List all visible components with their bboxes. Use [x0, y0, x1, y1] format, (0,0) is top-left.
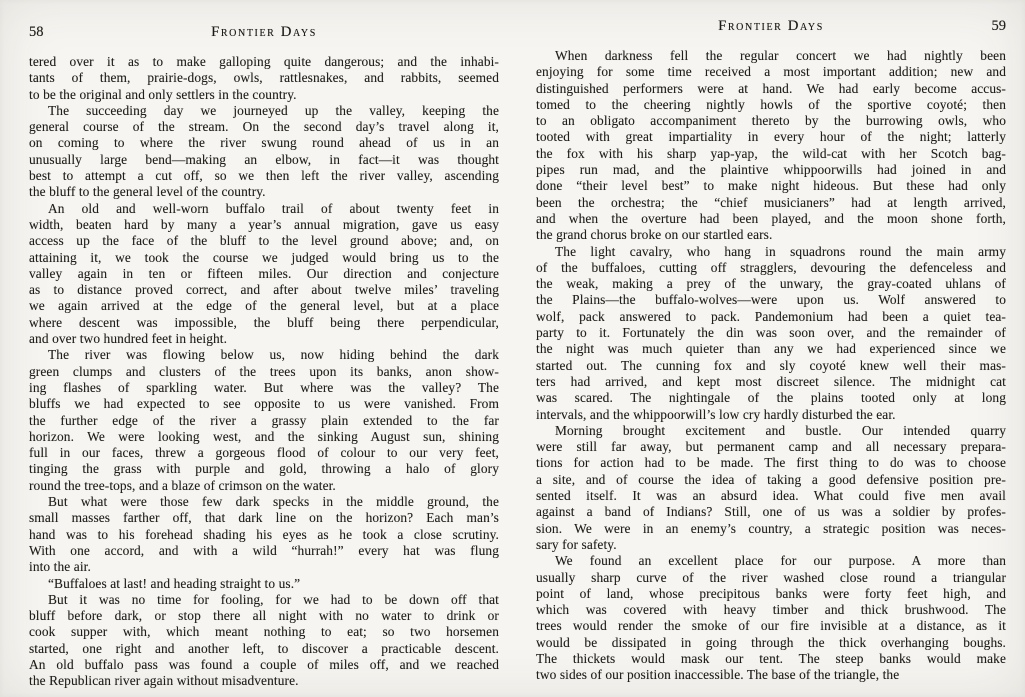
text-line: pipes run mad, and the plaintive whippoorwills had joined in and	[536, 162, 1006, 178]
text-line: round the tree-tops, and a blaze of crimson on the water.	[29, 477, 336, 493]
text-line: as to distance proved correct, and after about twelve miles’ traveling	[29, 282, 499, 298]
text-line: attaining it, we took the course we judged would bring us to the	[29, 249, 499, 265]
text-line: to an obligato accompaniment thereto by the burrowing owls, who	[536, 113, 1006, 129]
paragraph	[29, 592, 499, 690]
text-line: the grand chorus broke on our startled ears.	[536, 227, 773, 243]
text-line: The succeeding day we journeyed up the valley, keeping the	[48, 102, 499, 118]
text-line: and over two hundred feet in height.	[29, 331, 228, 347]
text-line: full in our faces, threw a gorgeous flood of colour to our very feet,	[29, 445, 499, 461]
text-line: tomed to the cheering nightly howls of the sportive coyoté; then	[536, 96, 1006, 112]
text-line: access up the face of the bluff to the level ground above; and, on	[29, 233, 499, 249]
text-line: tants of them, prairie-dogs, owls, rattlesnakes, and rabbits, seemed	[29, 70, 499, 86]
paragraph	[29, 54, 499, 103]
text-line: “Buffaloes at last! and heading straight to us.”	[48, 575, 301, 591]
text-line: bluff before dark, or stop there all night with no water to drink or	[29, 608, 499, 624]
text-line: been the orchestra; the “chief musicianers” had at length arrived,	[536, 194, 1006, 210]
text-line: tinging the grass with purple and gold, throwing a halo of glory	[29, 461, 499, 477]
text-line: An old buffalo pass was found a couple of miles off, and we reached	[29, 656, 499, 672]
text-line: horizon. We were looking west, and the sinking August sun, shining	[29, 428, 499, 444]
text-line: general course of the stream. On the second day’s travel along it,	[29, 119, 499, 135]
paragraph	[29, 576, 499, 592]
text-line: The thickets would mask our tent. The steep banks would make	[536, 650, 1006, 666]
page-number-left: 58	[29, 24, 44, 40]
text-line: done “their level best” to make night hideous. But these had only	[536, 178, 1006, 194]
text-line: distinguished performers were at hand. We had early become accus-	[536, 80, 1006, 96]
text-line: of the buffaloes, cutting off stragglers, devouring the defenceless and	[536, 259, 1006, 275]
text-line: best to attempt a cut off, so we then left the river valley, ascending	[29, 168, 499, 184]
text-line: wolf, pack answered to pack. Pandemonium had been a quiet tea-	[536, 308, 1006, 324]
text-line: valley again in ten or fifteen miles. Our direction and conjecture	[29, 265, 499, 281]
text-line: party to it. Fortunately the din was soon over, and the remainder of	[536, 325, 1006, 341]
text-line: cook supper with, which meant nothing to eat; so two horsemen	[29, 624, 499, 640]
text-line: the further edge of the river a grassy plain extended to the far	[29, 412, 499, 428]
text-line: point of land, whose precipitous banks were forty feet high, and	[536, 585, 1006, 601]
paragraph	[29, 103, 499, 201]
text-line: were still far away, but permanent camp and all necessary prepara-	[536, 439, 1006, 455]
text-line: started, one right and another left, to discover a practicable descent.	[29, 640, 499, 656]
text-line: The light cavalry, who hang in squadrons round the main army	[555, 243, 1006, 259]
text-line: ters had arrived, and kept most discreet silence. The midnight cat	[536, 373, 1006, 389]
text-line: into the air.	[29, 559, 91, 575]
page-58-body-text	[29, 54, 499, 690]
text-line: The river was flowing below us, now hiding behind the dark	[48, 347, 499, 363]
text-line: tered over it as to make galloping quite dangerous; and the inhabi-	[29, 54, 499, 69]
page-number-right: 59	[991, 18, 1006, 34]
text-line: to be the original and only settlers in the country.	[29, 86, 297, 102]
page-58	[29, 24, 499, 690]
text-line: unusually large bend—making an elbow, in fact—it was thought	[29, 151, 499, 167]
paragraph	[29, 494, 499, 575]
text-line: the bluff to the general level of the country.	[29, 184, 266, 200]
text-line: enjoying for some time received a most important addition; new and	[536, 64, 1006, 80]
text-line: Morning brought excitement and bustle. Our intended quarry	[555, 422, 1006, 438]
page-59	[536, 18, 1006, 684]
running-title-right: Frontier Days	[718, 18, 824, 34]
text-line: and when the overture had been played, and the moon shone forth,	[536, 210, 1006, 226]
text-line: ing flashes of sparkling water. But where was the valley? The	[29, 379, 499, 395]
text-line: With one accord, and with a wild “hurrah!” every hat was flung	[29, 542, 499, 558]
text-line: the night was much quieter than any we had experienced since we	[536, 341, 1006, 357]
text-line: the Republican river again without misadventure.	[29, 673, 299, 689]
page-59-body-text	[536, 48, 1006, 684]
text-line: the fox with his sharp yap-yap, the wild-cat with her Scotch bag-	[536, 145, 1006, 161]
text-line: sented itself. It was an absurd idea. What could five men avail	[536, 488, 1006, 504]
page-59-header	[536, 18, 1006, 37]
text-line: We found an excellent place for our purpose. A more than	[555, 553, 1006, 569]
text-line: When darkness fell the regular concert we had nightly been	[555, 48, 1006, 63]
page-58-header	[29, 24, 499, 43]
paragraph	[536, 244, 1006, 423]
text-line: sion. We were in an enemy’s country, a strategic position was neces-	[536, 520, 1006, 536]
text-line: usually sharp curve of the river washed close round a triangular	[536, 569, 1006, 585]
text-line: bluffs we had expected to see opposite to us were vanished. From	[29, 396, 499, 412]
text-line: was scared. The nightingale of the plains tooted only at long	[536, 390, 1006, 406]
text-line: against a band of Indians? Still, one of us was a soldier by profes-	[536, 504, 1006, 520]
text-line: green clumps and clusters of the trees upon its banks, anon show-	[29, 363, 499, 379]
paragraph	[29, 201, 499, 348]
text-line: sary for safety.	[536, 536, 617, 552]
text-line: we again arrived at the edge of the general level, but at a place	[29, 298, 499, 314]
text-line: But it was no time for fooling, for we had to be down off that	[48, 591, 499, 607]
paragraph	[29, 347, 499, 494]
text-line: which was covered with heavy timber and thick brushwood. The	[536, 602, 1006, 618]
text-line: trees would render the smoke of our fire invisible at a distance, as it	[536, 618, 1006, 634]
text-line: tooted with great impartiality in every hour of the night; latterly	[536, 129, 1006, 145]
text-line: hand was to his forehead shading his eyes as he took a close scrutiny.	[29, 526, 499, 542]
paragraph	[536, 48, 1006, 244]
text-line: started out. The cunning fox and sly coyoté knew well their mas-	[536, 357, 1006, 373]
text-line: where descent was impossible, the bluff being there perpendicular,	[29, 314, 499, 330]
text-line: intervals, and the whippoorwill’s low cry hardly disturbed the ear.	[536, 406, 896, 422]
text-line: width, beaten hard by many a year’s annual migration, gave us easy	[29, 216, 499, 232]
text-line: the Plains—the buffalo-wolves—were upon us. Wolf answered to	[536, 292, 1006, 308]
text-line: tions for action had to be made. The first thing to do was to choose	[536, 455, 1006, 471]
text-line: would be dissipated in going through the thick overhanging boughs.	[536, 634, 1006, 650]
text-line: on coming to where the river swung round ahead of us in an	[29, 135, 499, 151]
paragraph	[536, 423, 1006, 553]
text-line: An old and well-worn buffalo trail of about twenty feet in	[48, 200, 499, 216]
text-line: a site, and of course the idea of taking a good defensive position pre-	[536, 471, 1006, 487]
text-line: small masses farther off, that dark line on the horizon? Each man’s	[29, 510, 499, 526]
text-line: But what were those few dark specks in the middle ground, the	[48, 494, 499, 510]
paragraph	[536, 553, 1006, 683]
running-title-left: Frontier Days	[211, 24, 317, 40]
text-line: two sides of our position inaccessible. The base of the triangle, the	[536, 667, 900, 683]
text-line: the weak, making a prey of the unwary, the gray-coated uhlans of	[536, 276, 1006, 292]
